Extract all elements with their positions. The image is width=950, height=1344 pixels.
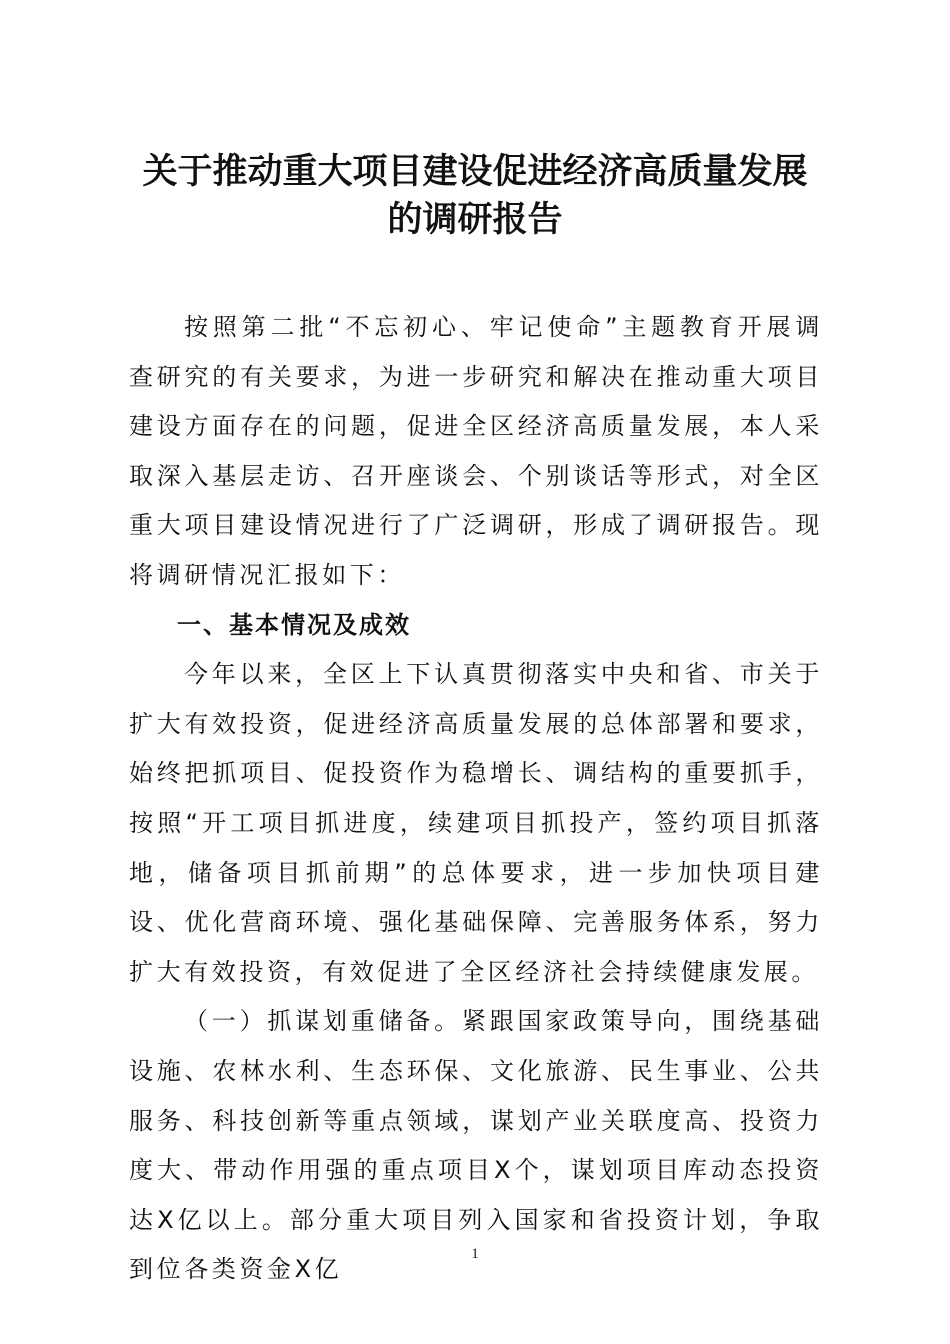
section-heading-basic-situation: 一、基本情况及成效: [177, 610, 411, 639]
document-body: [129, 303, 823, 1295]
document-title-line-1: 关于推动重大项目建设促进经济高质量发展: [142, 151, 808, 192]
intro-paragraph: 按照第二批“不忘初心、牢记使命”主题教育开展调查研究的有关要求，为进一步研究和解决在推动重大项目建设方面存在的问题，促进全区经济高质量发展，本人采取深入基层走访、召开座谈会、个别谈话等形式，对全区重大项目建设情况进行了广泛调研，形成了调研报告。现将调研情况汇报如下：: [129, 313, 823, 589]
page-number: 1: [471, 1246, 479, 1262]
subsection-lead-planning: （一）抓谋划重储备。: [184, 1007, 462, 1036]
basic-situation-paragraph: 今年以来，全区上下认真贯彻落实中央和省、市关于扩大有效投资，促进经济高质量发展的总体部署和要求，始终把抓项目、促投资作为稳增长、调结构的重要抓手，按照“开工项目抓进度，续建项目抓投产，签约项目抓落地，储备项目抓前期”的总体要求，进一步加快项目建设、优化营商环境、强化基础保障、完善服务体系，努力扩大有效投资，有效促进了全区经济社会持续健康发展。: [129, 660, 823, 986]
subsection-text-planning: 紧跟国家政策导向，围绕基础设施、农林水利、生态环保、文化旅游、民生事业、公共服务、科技创新等重点领域，谋划产业关联度高、投资力度大、带动作用强的重点项目X个，谋划项目库动态投资达X亿以上。部分重大项目列入国家和省投资计划，争取到位各类资金X亿: [129, 1007, 823, 1284]
document-title-line-2: 的调研报告: [387, 199, 563, 240]
